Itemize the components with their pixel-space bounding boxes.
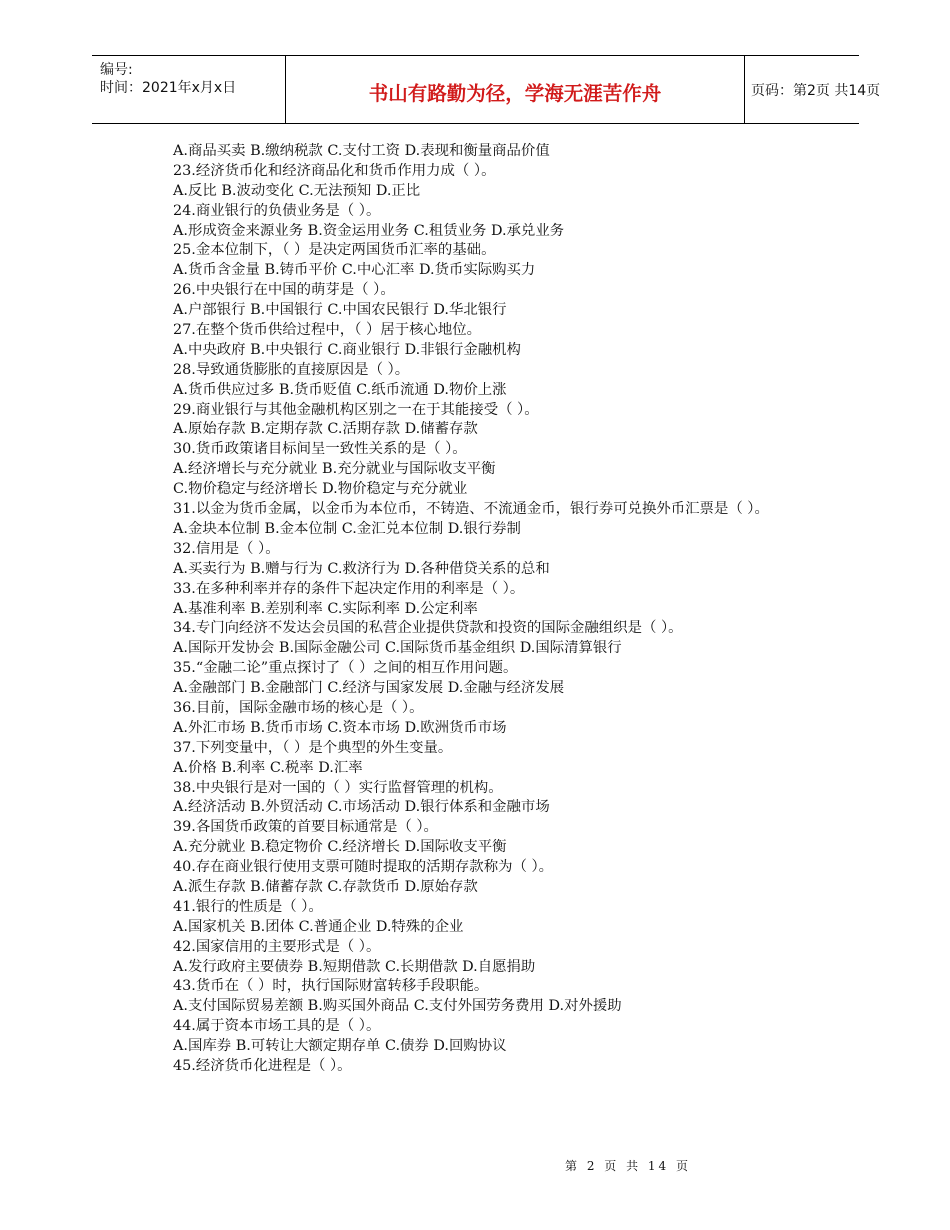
options-line: A.经济活动 B.外贸活动 C.市场活动 D.银行体系和金融市场 [173, 799, 550, 816]
question-line: 33.在多种利率并存的条件下起决定作用的利率是（ ）。 [173, 580, 525, 597]
question-line: 30.货币政策诸目标间呈一致性关系的是（ ）。 [173, 441, 467, 458]
question-line: 36.目前，国际金融市场的核心是（ ）。 [173, 699, 424, 716]
question-line: 26.中央银行在中国的萌芽是（ ）。 [173, 282, 395, 299]
question-line: 45.经济货币化进程是（ ）。 [173, 1057, 352, 1074]
options-line: A.形成资金来源业务 B.资金运用业务 C.租赁业务 D.承兑业务 [173, 222, 565, 239]
question-line: 37.下列变量中，（ ）是个典型的外生变量。 [173, 739, 453, 756]
options-line: A.金块本位制 B.金本位制 C.金汇兑本位制 D.银行券制 [173, 520, 521, 537]
question-line: 43.货币在（ ）时，执行国际财富转移手段职能。 [173, 978, 489, 995]
header-meta-cell [92, 56, 285, 123]
question-line: 44.属于资本市场工具的是（ ）。 [173, 1018, 381, 1035]
question-line: 27.在整个货币供给过程中，（ ）居于核心地位。 [173, 322, 482, 339]
options-line: A.反比 B.波动变化 C.无法预知 D.正比 [173, 182, 421, 199]
question-line: 25.金本位制下，（ ）是决定两国货币汇率的基础。 [173, 242, 496, 259]
options-line: A.买卖行为 B.赠与行为 C.救济行为 D.各种借贷关系的总和 [173, 560, 550, 577]
options-line: A.派生存款 B.储蓄存款 C.存款货币 D.原始存款 [173, 878, 478, 895]
options-line: A.户部银行 B.中国银行 C.中国农民银行 D.华北银行 [173, 302, 507, 319]
question-line: 34.专门向经济不发达会员国的私营企业提供贷款和投资的国际金融组织是（ ）。 [173, 620, 683, 637]
options-line: A.经济增长与充分就业 B.充分就业与国际收支平衡 [173, 461, 496, 478]
page-header [92, 55, 881, 124]
options-line: A.原始存款 B.定期存款 C.活期存款 D.储蓄存款 [173, 421, 478, 438]
document-body [147, 142, 827, 1077]
question-line: 23.经济货币化和经济商品化和货币作用力成（ ）。 [173, 162, 496, 179]
options-line: A.国库券 B.可转让大额定期存单 C.债券 D.回购协议 [173, 1038, 507, 1055]
question-line: 39.各国货币政策的首要目标通常是（ ）。 [173, 819, 438, 836]
header-motto-cell [285, 56, 745, 123]
options-line: A.国际开发协会 B.国际金融公司 C.国际货币基金组织 D.国际清算银行 [173, 640, 622, 657]
header-page-cell [743, 56, 881, 123]
question-line: 35.“金融二论”重点探讨了（ ）之间的相互作用问题。 [173, 660, 518, 677]
options-line: A.货币含金量 B.铸币平价 C.中心汇率 D.货币实际购买力 [173, 262, 536, 279]
question-line: 28.导致通货膨胀的直接原因是（ ）。 [173, 361, 410, 378]
header-page-info: 页码：第2页 共14页 [751, 83, 881, 99]
page-footer: 第 2 页 共 14 页 [565, 1159, 691, 1173]
question-line: 41.银行的性质是（ ）。 [173, 898, 323, 915]
question-line: 29.商业银行与其他金融机构区别之一在于其能接受（ ）。 [173, 401, 539, 418]
question-line: 31.以金为货币金属，以金币为本位币，不铸造、不流通金币，银行券可兑换外币汇票是（ ）。 [173, 501, 769, 518]
question-line: 42.国家信用的主要形式是（ ）。 [173, 938, 381, 955]
options-line: A.金融部门 B.金融部门 C.经济与国家发展 D.金融与经济发展 [173, 680, 565, 697]
options-line: C.物价稳定与经济增长 D.物价稳定与充分就业 [173, 481, 468, 498]
options-line: A.外汇市场 B.货币市场 C.资本市场 D.欧洲货币市场 [173, 719, 507, 736]
question-line: 24.商业银行的负债业务是（ ）。 [173, 202, 381, 219]
options-line: A.货币供应过多 B.货币贬值 C.纸币流通 D.物价上涨 [173, 381, 507, 398]
options-line: A.充分就业 B.稳定物价 C.经济增长 D.国际收支平衡 [173, 839, 507, 856]
options-line: A.价格 B.利率 C.税率 D.汇率 [173, 759, 363, 776]
document-time-label: 时间：2021年x月x日 [100, 80, 237, 96]
question-line: 32.信用是（ ）。 [173, 540, 280, 557]
options-line: A.国家机关 B.团体 C.普通企业 D.特殊的企业 [173, 918, 464, 935]
question-line: 40.存在商业银行使用支票可随时提取的活期存款称为（ ）。 [173, 859, 554, 876]
header-motto: 书山有路勤为径，学海无涯苦作舟 [368, 82, 662, 105]
options-line: A.发行政府主要债券 B.短期借款 C.长期借款 D.自愿捐助 [173, 958, 536, 975]
question-line: 38.中央银行是对一国的（ ）实行监督管理的机构。 [173, 779, 503, 796]
document-code-label: 编号: [100, 62, 133, 78]
options-line: A.基准利率 B.差别利率 C.实际利率 D.公定利率 [173, 600, 478, 617]
options-line: A.支付国际贸易差额 B.购买国外商品 C.支付外国劳务费用 D.对外援助 [173, 998, 622, 1015]
options-line: A.商品买卖 B.缴纳税款 C.支付工资 D.表现和衡量商品价值 [173, 143, 550, 159]
options-line: A.中央政府 B.中央银行 C.商业银行 D.非银行金融机构 [173, 341, 521, 358]
